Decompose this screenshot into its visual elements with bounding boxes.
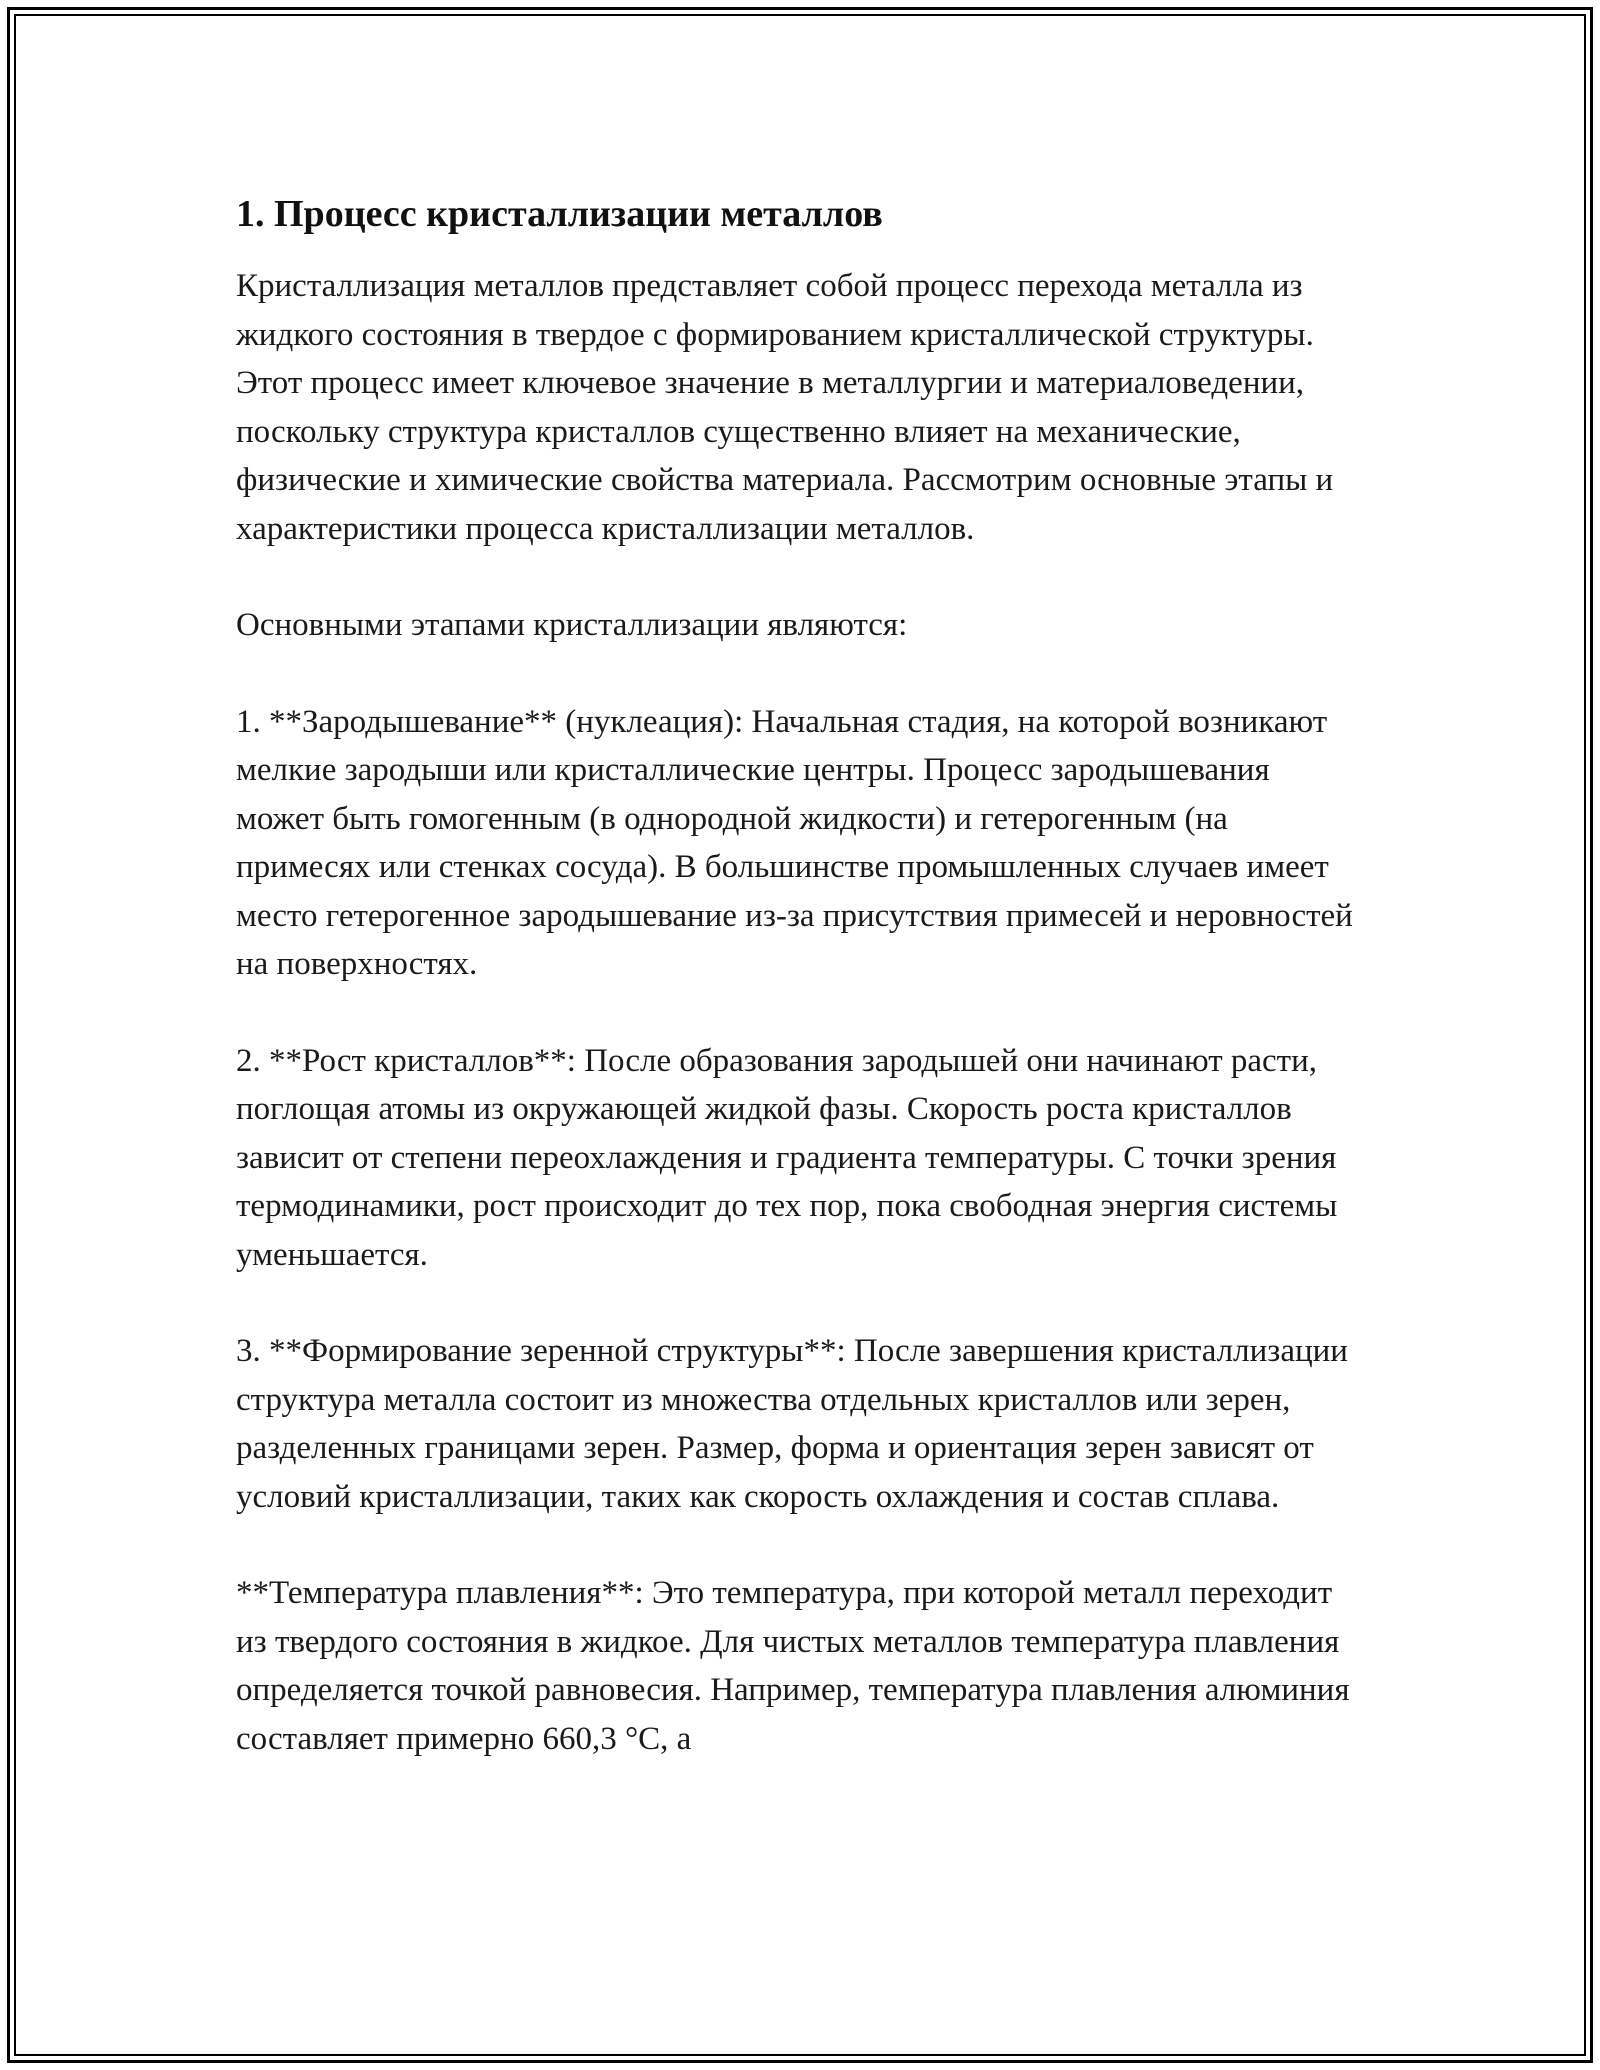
paragraph-intro: Кристаллизация металлов представляет собой процесс перехода металла из жидкого состояния в твердое с формированием кристаллической структуры. Этот процесс имеет ключевое значение в металлургии и материаловедении, поскольку структура кристаллов существенно влияет на механические, физические и химические свойства материала. Рассмотрим основные этапы и характеристики процесса кристаллизации металлов.	[236, 268, 1334, 547]
document-body	[236, 188, 1356, 1811]
paragraph-melting-point: **Температура плавления**: Это температура, при которой металл переходит из твердого состояния в жидкое. Для чистых металлов температура плавления определяется точкой равновесия. Например, температура плавления алюминия составляет примерно 660,3 °C, а	[236, 1575, 1350, 1757]
paragraph-grain-structure: 3. **Формирование зеренной структуры**: После завершения кристаллизации структура металла состоит из множества отдельных кристаллов или зерен, разделенных границами зерен. Размер, форма и ориентация зерен зависят от условий кристаллизации, таких как скорость охлаждения и состав сплава.	[236, 1333, 1348, 1515]
paragraph-crystal-growth: 2. **Рост кристаллов**: После образования зародышей они начинают расти, поглощая атомы из окружающей жидкой фазы. Скорость роста кристаллов зависит от степени переохлаждения и градиента температуры. С точки зрения термодинамики, рост происходит до тех пор, пока свободная энергия системы уменьшается.	[236, 1042, 1338, 1273]
paragraph-nucleation: 1. **Зародышевание** (нуклеация): Начальная стадия, на которой возникают мелкие зародыши или кристаллические центры. Процесс зародышевания может быть гомогенным (в однородной жидкости) и гетерогенным (на примесях или стенках сосуда). В большинстве промышленных случаев имеет место гетерогенное зародышевание из-за присутствия примесей и неровностей на поверхностях.	[236, 703, 1353, 982]
section-heading: 1. Процесс кристаллизации металлов	[236, 193, 883, 235]
paragraph-stages-intro: Основными этапами кристаллизации являются:	[236, 607, 908, 643]
